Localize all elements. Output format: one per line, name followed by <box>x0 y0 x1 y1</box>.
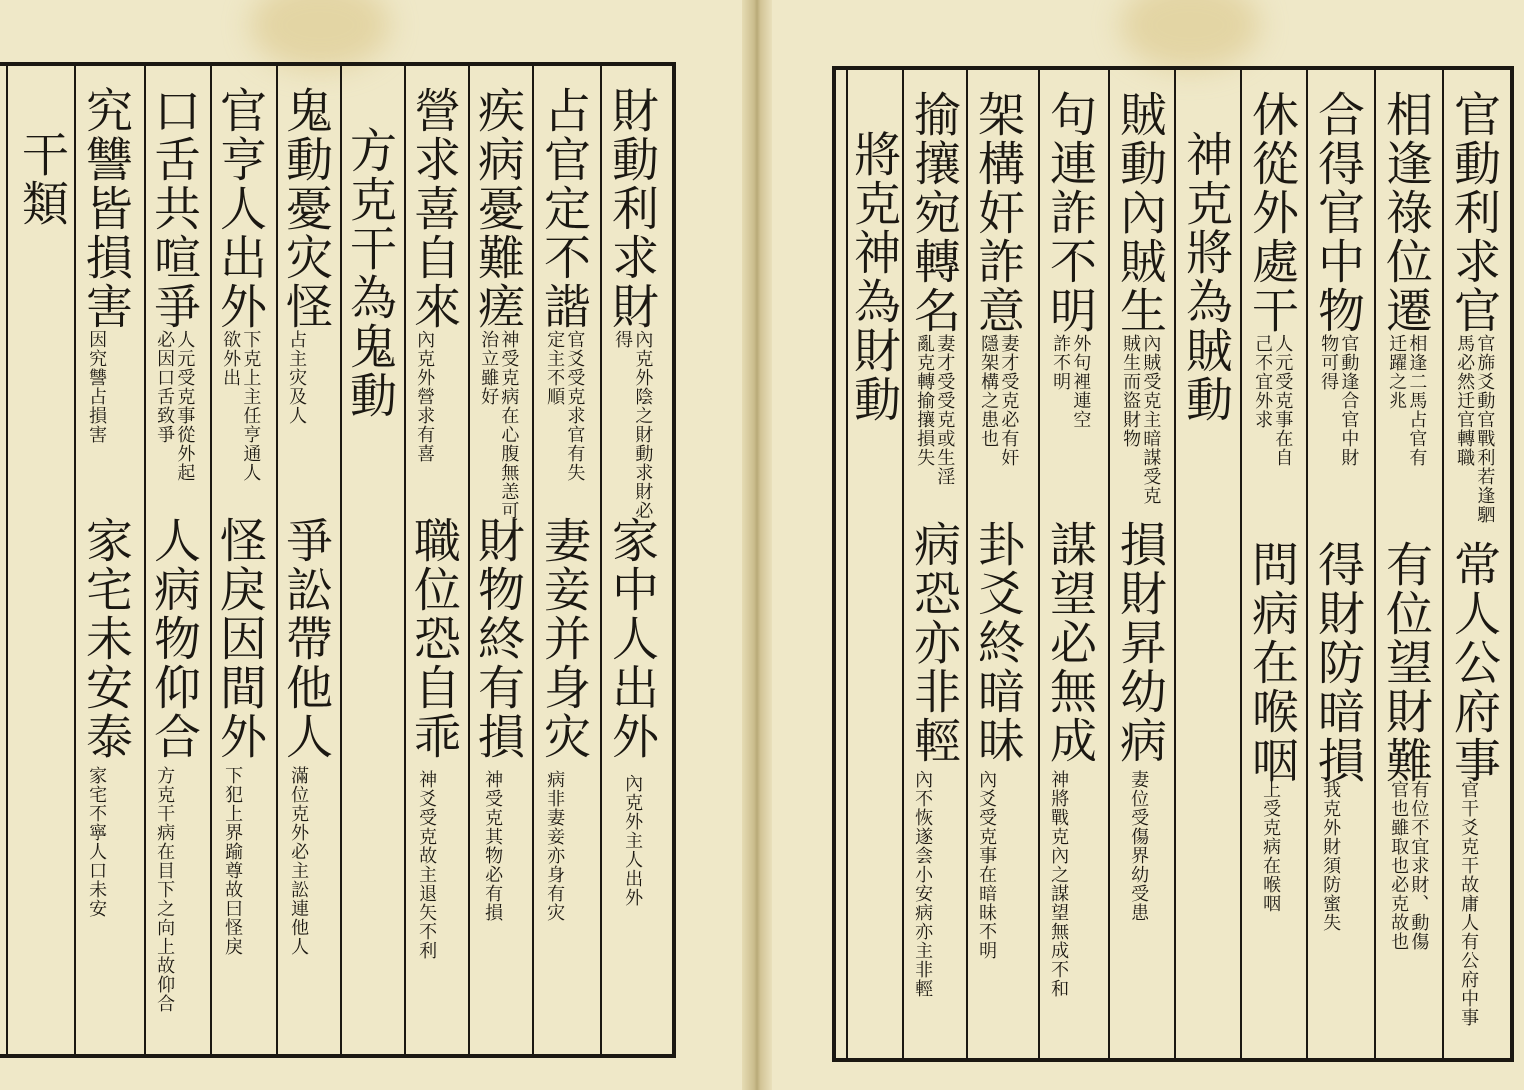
text-column <box>1374 70 1442 1058</box>
text-column <box>532 66 600 1054</box>
verse-heading: 官動利求官 <box>1446 90 1501 335</box>
verse-heading: 問病在喉咽 <box>1244 540 1299 785</box>
text-column <box>1306 70 1374 1058</box>
verse-heading: 鬼動憂灾怪 <box>278 86 333 331</box>
left-page-frame <box>0 62 676 1058</box>
commentary-note: 妻才受受克或生淫亂克轉揄攘損失 <box>914 334 956 486</box>
verse-heading: 損財昇幼病 <box>1112 520 1167 765</box>
text-column <box>468 66 532 1054</box>
text-column <box>1442 70 1514 1058</box>
verse-heading: 財物終有損 <box>470 516 525 761</box>
commentary-note: 內賊受克主暗謀受克賊生而盜財物 <box>1120 334 1162 505</box>
verse-heading: 家宅未安泰 <box>78 516 133 761</box>
verse-heading: 架構奸詐意 <box>970 90 1025 335</box>
commentary-note: 方克干病在目下之向上故仰合 <box>154 766 176 1013</box>
commentary-note: 家宅不寧人口未安 <box>86 766 108 918</box>
section-heading: 神克將為賊動 <box>1178 130 1233 424</box>
verse-heading: 占官定不諧 <box>536 86 591 331</box>
text-column <box>210 66 276 1054</box>
section-heading: 干類 <box>14 130 69 228</box>
commentary-note: 神將戰克內之謀望無成不和 <box>1048 770 1070 998</box>
verse-heading: 職位恐自乖 <box>406 516 461 761</box>
text-column <box>404 66 468 1054</box>
commentary-note: 占主灾及人 <box>286 330 308 425</box>
verse-heading: 官亨人出外 <box>212 86 267 331</box>
commentary-note: 滿位克外必主訟連他人 <box>288 766 310 956</box>
verse-heading: 休從外處干 <box>1244 90 1299 335</box>
verse-heading: 相逢祿位遷 <box>1378 90 1433 335</box>
text-column <box>1038 70 1108 1058</box>
verse-heading: 疾病憂難瘥 <box>470 86 525 331</box>
text-column <box>6 66 74 1054</box>
commentary-note: 上受克病在喉咽 <box>1260 780 1282 913</box>
verse-heading: 財動利求財 <box>604 86 659 331</box>
verse-heading: 口舌共喧爭 <box>146 86 201 331</box>
commentary-note: 相逢二馬占官有迁躍之兆 <box>1386 334 1428 467</box>
text-column <box>74 66 144 1054</box>
commentary-note: 外句裡連空詐不明 <box>1050 334 1092 429</box>
verse-heading: 病恐亦非輕 <box>906 520 961 765</box>
commentary-note: 內克外營求有喜 <box>414 330 436 463</box>
text-column <box>966 70 1038 1058</box>
commentary-note: 神爻受克故主退矢不利 <box>416 770 438 960</box>
verse-heading: 怪戾因間外 <box>212 516 267 761</box>
commentary-note: 因究讐占損害 <box>86 330 108 444</box>
commentary-note: 下克上主任亨通人欲外出 <box>220 330 262 482</box>
text-column <box>1240 70 1306 1058</box>
commentary-note: 人元受克事在自己不宜外求 <box>1252 334 1294 467</box>
commentary-note: 官爻受克求官有失定主不順 <box>544 330 586 482</box>
commentary-note: 妻位受傷界幼受患 <box>1128 770 1150 922</box>
verse-heading: 常人公府事 <box>1446 540 1501 785</box>
commentary-note: 人元受克事從外起必因口舌致爭 <box>154 330 196 482</box>
verse-heading: 合得官中物 <box>1310 90 1365 335</box>
verse-heading: 妻妾并身灾 <box>536 516 591 761</box>
verse-heading: 營求喜自來 <box>406 86 461 331</box>
commentary-note: 內不恢遂侌小安病亦主非輕 <box>912 770 934 998</box>
text-column <box>144 66 210 1054</box>
verse-heading: 賊動內賊生 <box>1112 90 1167 335</box>
commentary-note: 內克外主人出外 <box>622 774 644 907</box>
verse-heading: 句連詐不明 <box>1042 90 1097 335</box>
commentary-note: 內爻受克事在暗昧不明 <box>976 770 998 960</box>
commentary-note: 妻才受克必有奸隱架構之患也 <box>978 334 1020 467</box>
text-column <box>1108 70 1174 1058</box>
commentary-note: 有位不宜求財、動傷官也雖取也必克故也 <box>1388 780 1430 951</box>
text-column <box>340 66 404 1054</box>
commentary-note: 內克外陰之財動求財必得 <box>612 330 654 520</box>
commentary-note: 神受克其物必有損 <box>482 770 504 922</box>
commentary-note: 官旆爻動官戰利若逢駟馬必然迁官轉職 <box>1454 334 1496 524</box>
text-column <box>600 66 672 1054</box>
text-column <box>902 70 966 1058</box>
verse-heading: 究讐皆損害 <box>78 86 133 331</box>
commentary-note: 病非妻妾亦身有灾 <box>544 770 566 922</box>
commentary-note: 神受克病在心腹無恙可治立雖好 <box>478 330 520 520</box>
section-heading: 方克干為鬼動 <box>342 126 397 420</box>
text-column <box>846 70 902 1058</box>
book-gutter <box>742 0 772 1090</box>
right-page-frame <box>832 66 1514 1062</box>
text-column <box>1174 70 1240 1058</box>
verse-heading: 有位望財難 <box>1378 540 1433 785</box>
verse-heading: 家中人出外 <box>604 516 659 761</box>
verse-heading: 揄攘宛轉名 <box>906 90 961 335</box>
commentary-note: 下犯上界踰尊故曰怪戾 <box>222 766 244 956</box>
commentary-note: 我克外財須防蜜失 <box>1320 780 1342 932</box>
verse-heading: 得財防暗損 <box>1310 540 1365 785</box>
verse-heading: 卦爻終暗昧 <box>970 520 1025 765</box>
verse-heading: 人病物仰合 <box>146 516 201 761</box>
text-column <box>276 66 340 1054</box>
section-heading: 將克神為財動 <box>846 130 901 424</box>
verse-heading: 爭訟帶他人 <box>278 516 333 761</box>
commentary-note: 官干爻克干故庸人有公府中事 <box>1458 780 1480 1027</box>
commentary-note: 官動逢合官中財物可得 <box>1318 334 1360 467</box>
verse-heading: 謀望必無成 <box>1042 520 1097 765</box>
